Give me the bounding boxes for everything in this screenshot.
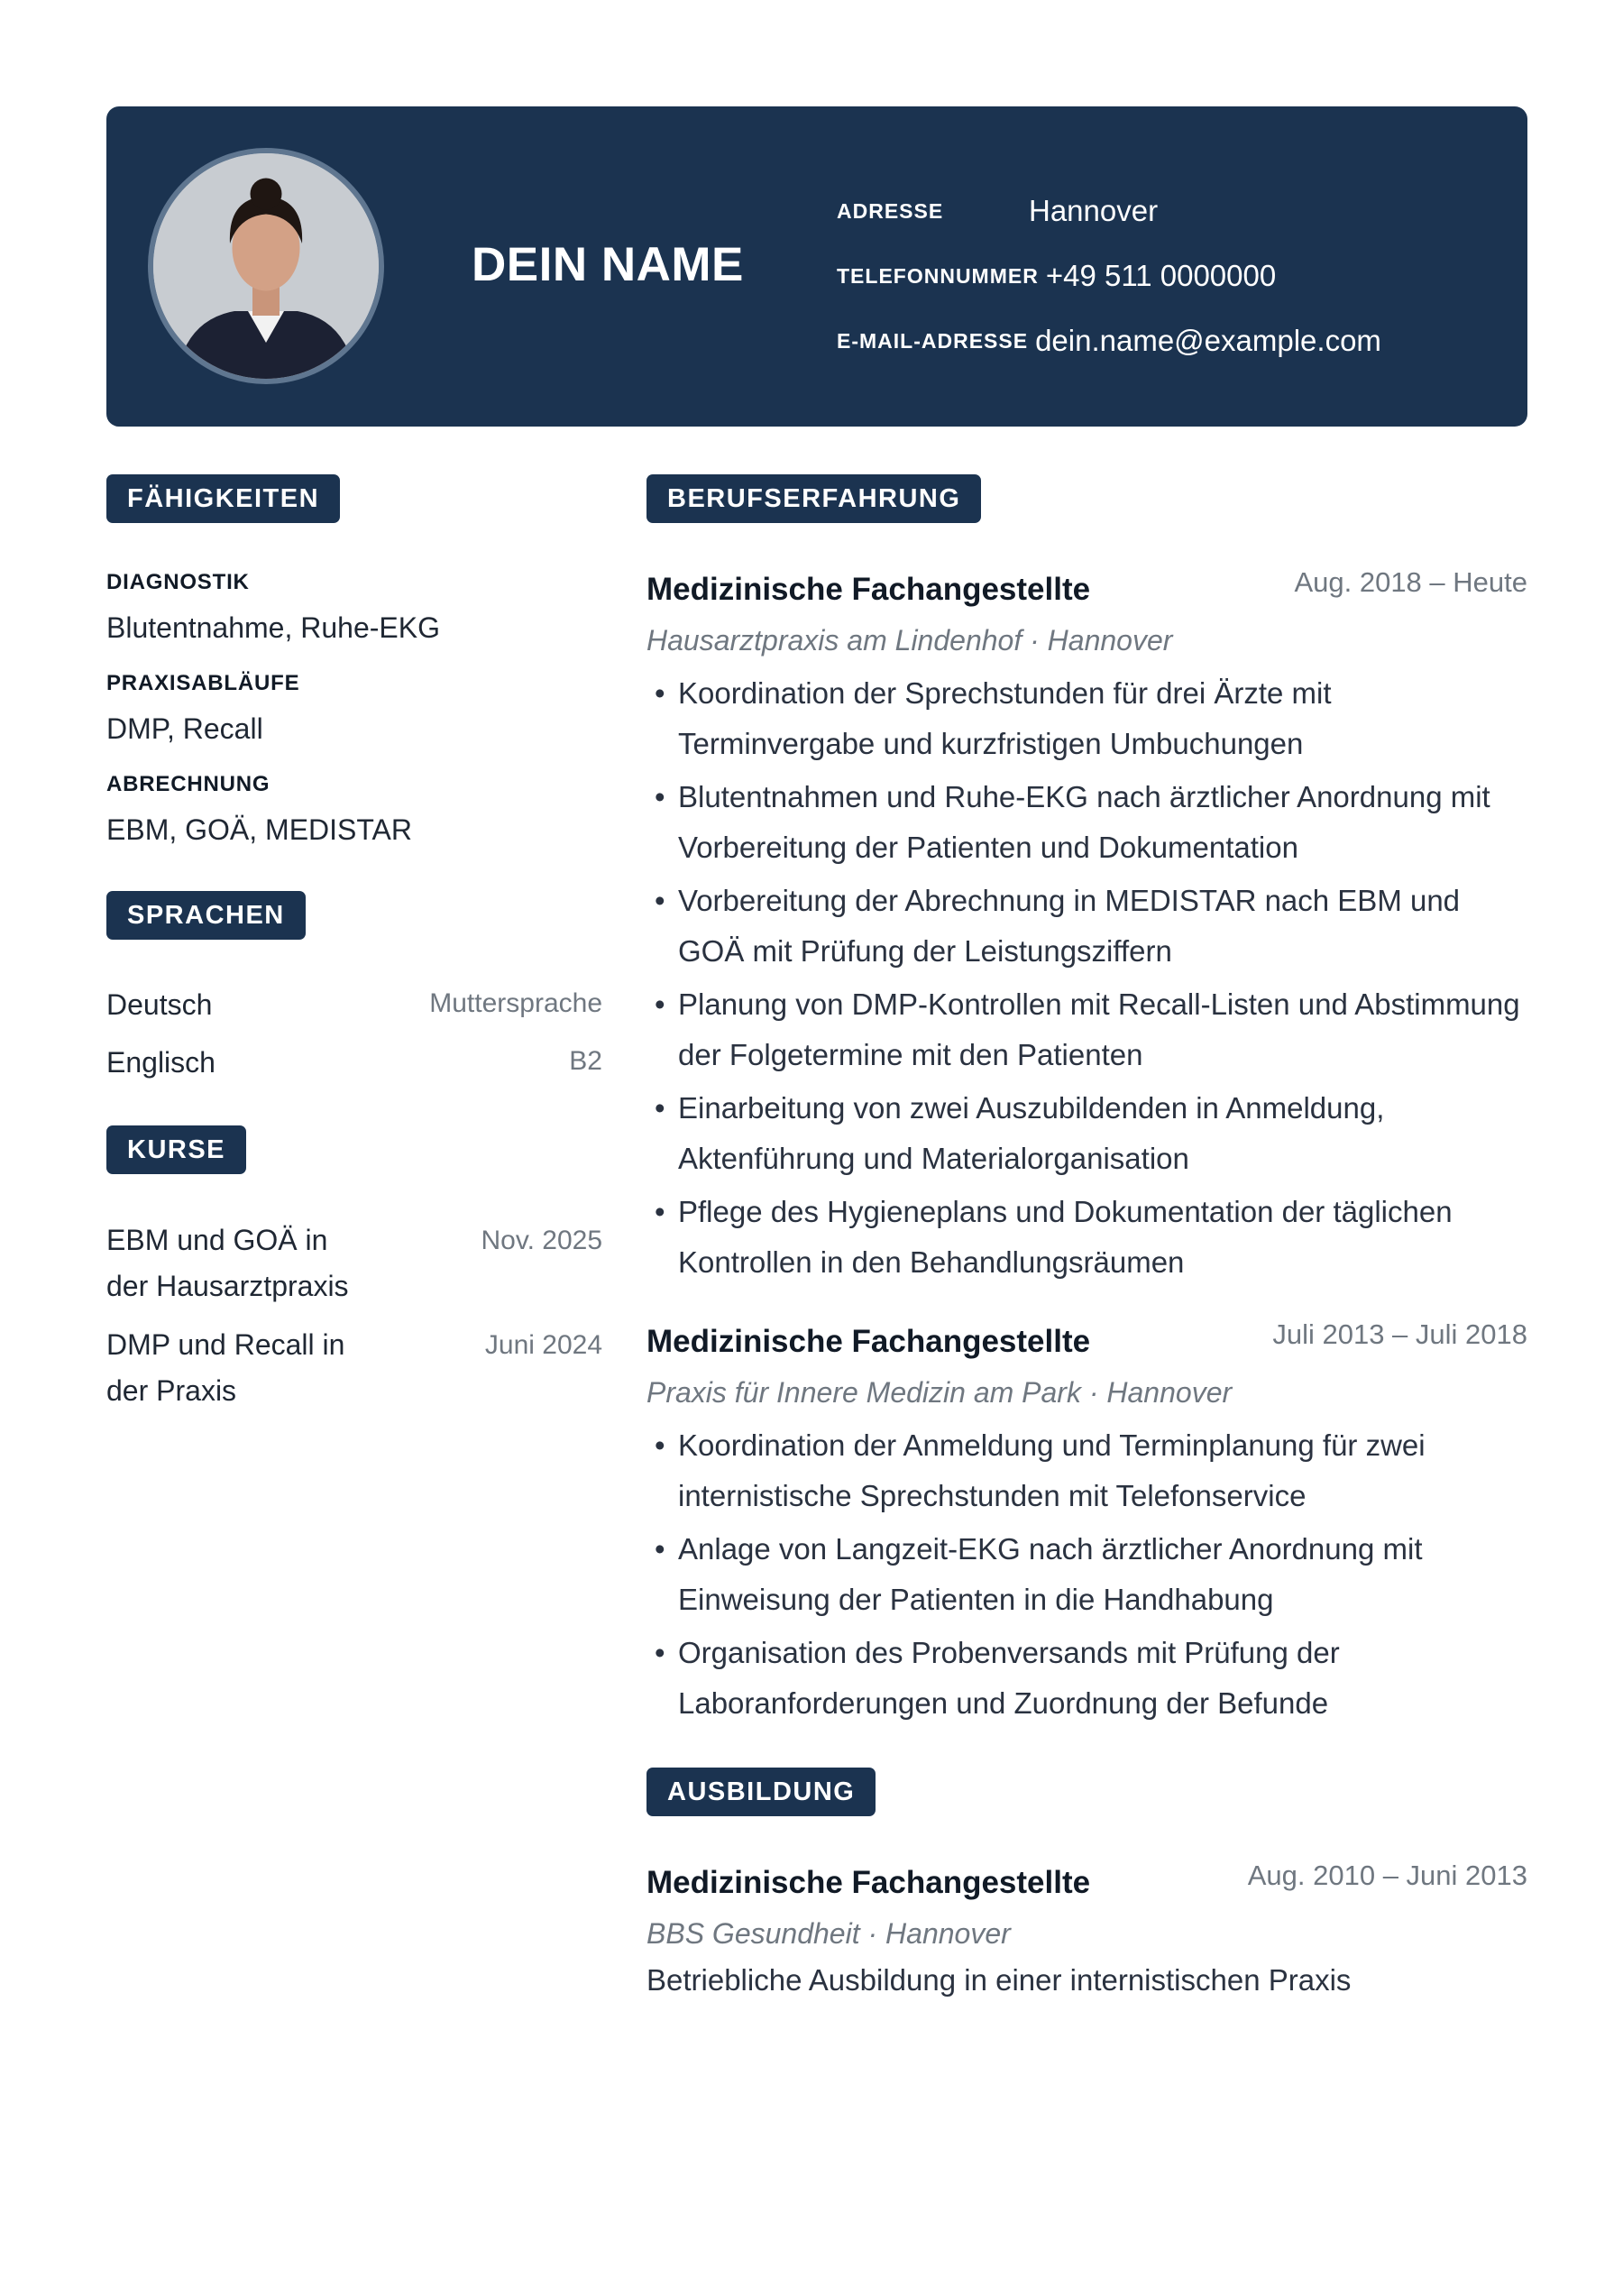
experience-entry xyxy=(646,1318,1527,1731)
education-institution: BBS Gesundheit · Hannover xyxy=(646,1917,1011,1950)
contact-label: ADRESSE xyxy=(837,198,944,223)
section-heading-languages: SPRACHEN xyxy=(106,891,306,940)
job-date: Juli 2013 – Juli 2018 xyxy=(1272,1318,1527,1350)
person-name: DEIN NAME xyxy=(472,238,744,291)
list-item: • Koordination der Sprechstunden für drei Ärzte mit Terminvergabe und kurzfristigen Umbuchungen xyxy=(646,668,1527,769)
language-item xyxy=(106,1046,602,1079)
contact-value: dein.name@example.com xyxy=(1035,324,1381,357)
list-item: • Vorbereitung der Abrechnung in MEDISTAR nach EBM und GOÄ mit Prüfung der Leistungsziffern xyxy=(646,876,1527,977)
skill-value: Blutentnahme, Ruhe-EKG xyxy=(106,611,440,644)
contact-value: +49 511 0000000 xyxy=(1045,259,1277,292)
education-date: Aug. 2010 – Juni 2013 xyxy=(1247,1860,1527,1891)
list-item: • Blutentnahmen und Ruhe-EKG nach ärztlicher Anordnung mit Vorbereitung der Patienten und Dokumentation xyxy=(646,772,1527,873)
list-item: • Pflege des Hygieneplans und Dokumentation der täglichen Kontrollen in den Behandlungsräumen xyxy=(646,1187,1527,1288)
course-title: DMP und Recall in der Praxis xyxy=(106,1328,345,1407)
course-date: Nov. 2025 xyxy=(481,1226,602,1255)
section-heading-skills: FÄHIGKEITEN xyxy=(106,474,340,523)
skill-label: DIAGNOSTIK xyxy=(106,570,250,594)
course-item xyxy=(106,1322,602,1414)
person-portrait-icon xyxy=(153,153,379,379)
contact-label: E-MAIL-ADRESSE xyxy=(837,328,1029,353)
skill-label: ABRECHNUNG xyxy=(106,772,270,796)
language-name: Deutsch xyxy=(106,988,213,1021)
list-item: • Koordination der Anmeldung und Terminplanung für zwei internistische Sprechstunden mit Telefonservice xyxy=(646,1420,1527,1521)
profile-photo xyxy=(148,148,384,384)
skill-value: EBM, GOÄ, MEDISTAR xyxy=(106,813,412,846)
list-item: • Planung von DMP-Kontrollen mit Recall-Listen und Abstimmung der Folgetermine mit den Patienten xyxy=(646,979,1527,1080)
job-bullets xyxy=(646,668,1527,1288)
job-bullets xyxy=(646,1420,1527,1729)
list-item: • Einarbeitung von zwei Auszubildenden in Anmeldung, Aktenführung und Materialorganisation xyxy=(646,1083,1527,1184)
job-employer: Hausarztpraxis am Lindenhof · Hannover xyxy=(646,624,1173,657)
section-heading-experience: BERUFSERFAHRUNG xyxy=(646,474,981,523)
skill-label: PRAXISABLÄUFE xyxy=(106,671,300,695)
language-level: Muttersprache xyxy=(429,988,602,1018)
language-name: Englisch xyxy=(106,1046,215,1079)
header-banner xyxy=(106,106,1527,427)
course-date: Juni 2024 xyxy=(484,1330,602,1360)
contact-block xyxy=(837,179,1381,373)
contact-phone xyxy=(837,243,1381,308)
contact-value: Hannover xyxy=(1029,194,1159,227)
job-title: Medizinische Fachangestellte xyxy=(646,572,1091,607)
contact-address xyxy=(837,179,1381,243)
contact-label: TELEFONNUMMER xyxy=(837,263,1039,288)
course-item xyxy=(106,1217,602,1309)
education-entry xyxy=(646,1860,1527,1998)
education-description: Betriebliche Ausbildung in einer internistischen Praxis xyxy=(646,1963,1352,1997)
language-item xyxy=(106,988,602,1022)
section-heading-education: AUSBILDUNG xyxy=(646,1768,876,1816)
list-item: • Anlage von Langzeit-EKG nach ärztlicher Anordnung mit Einweisung der Patienten in die Handhabung xyxy=(646,1524,1527,1625)
list-item: • Organisation des Probenversands mit Prüfung der Laboranforderungen und Zuordnung der Befunde xyxy=(646,1628,1527,1729)
experience-entry xyxy=(646,566,1527,1290)
education-title: Medizinische Fachangestellte xyxy=(646,1865,1091,1900)
job-date: Aug. 2018 – Heute xyxy=(1294,566,1527,598)
contact-email xyxy=(837,308,1381,373)
job-title: Medizinische Fachangestellte xyxy=(646,1324,1091,1359)
skill-value: DMP, Recall xyxy=(106,712,263,745)
language-level: B2 xyxy=(569,1046,602,1076)
job-employer: Praxis für Innere Medizin am Park · Hannover xyxy=(646,1376,1233,1409)
course-title: EBM und GOÄ in der Hausarztpraxis xyxy=(106,1224,349,1302)
section-heading-courses: KURSE xyxy=(106,1125,246,1174)
